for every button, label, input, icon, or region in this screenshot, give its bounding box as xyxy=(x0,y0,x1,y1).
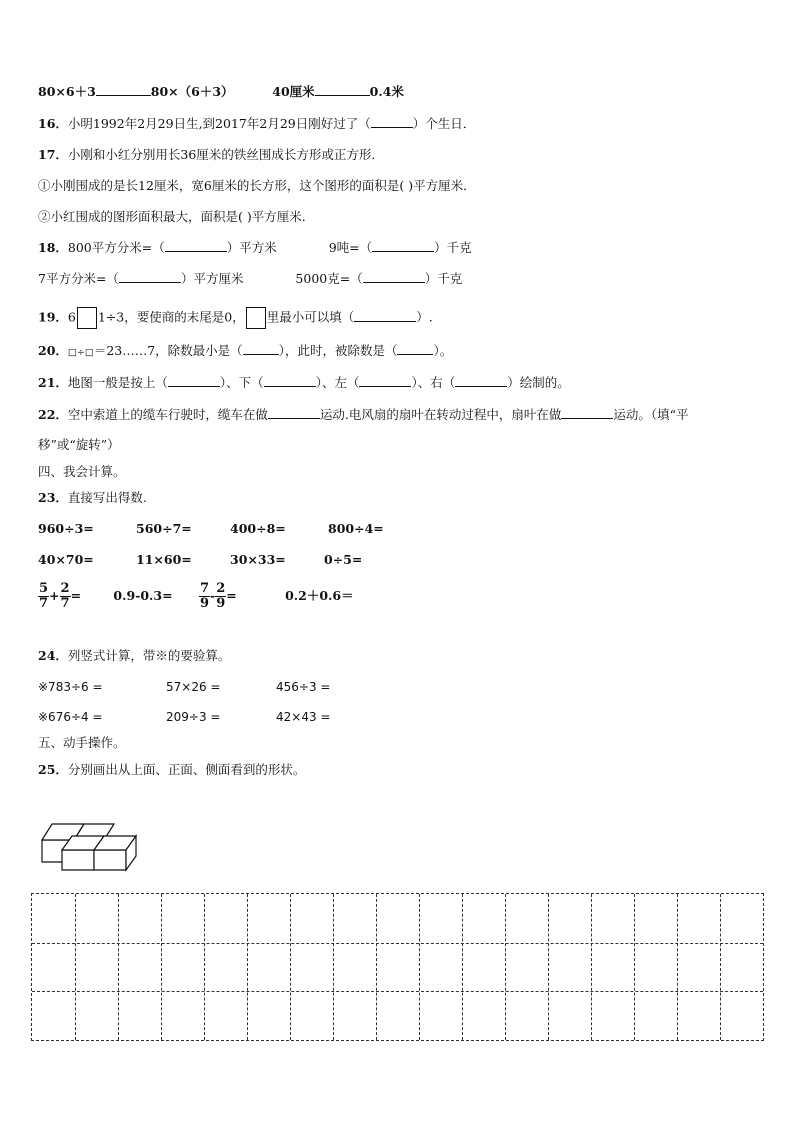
compare-line xyxy=(38,84,404,100)
grid-line-vertical xyxy=(290,894,291,1040)
grid-line-vertical xyxy=(462,894,463,1040)
question-20: 20．□÷□＝23……7，除数最小是（ ），此时，被除数是（ ）。 xyxy=(38,343,453,358)
answer-blank[interactable] xyxy=(372,240,434,252)
question-18-row-2: 7平方分米=（ ）平方厘米 5000克=（ ）千克 xyxy=(38,271,463,286)
question-17-part-1: ①小刚围成的是长12厘米，宽6厘米的长方形，这个图形的面积是( )平方厘米． xyxy=(38,178,476,193)
drawing-grid[interactable] xyxy=(31,893,764,1041)
grid-line-vertical xyxy=(548,894,549,1040)
question-19: 19．6 1÷3，要使商的末尾是0， 里最小可以填（ ）. xyxy=(38,307,433,329)
grid-line-horizontal xyxy=(32,943,763,944)
answer-blank[interactable] xyxy=(264,375,316,387)
question-25: 25．分别画出从上面、正面、侧面看到的形状。 xyxy=(38,762,306,777)
question-24: 24．列竖式计算，带※的要验算。 xyxy=(38,648,231,663)
question-18-row-1: 18．800平方分米=（ ）平方米 9吨=（ ）千克 xyxy=(38,240,472,255)
expr-d: 0.4米 xyxy=(369,84,404,99)
expr-c: 40厘米 xyxy=(272,84,315,99)
blank[interactable] xyxy=(315,84,370,96)
grid-line-vertical xyxy=(75,894,76,1040)
answer-blank[interactable] xyxy=(455,375,507,387)
grid-line-vertical xyxy=(720,894,721,1040)
answer-blank[interactable] xyxy=(119,271,181,283)
cube-face xyxy=(94,850,126,870)
grid-line-vertical xyxy=(204,894,205,1040)
question-17: 17．小刚和小红分别用长36厘米的铁丝围成长方形或正方形． xyxy=(38,147,384,162)
blank[interactable] xyxy=(96,84,151,96)
grid-line-vertical xyxy=(677,894,678,1040)
grid-line-vertical xyxy=(591,894,592,1040)
answer-blank[interactable] xyxy=(397,343,433,355)
answer-blank[interactable] xyxy=(363,271,425,283)
fraction: $\frac{2}{7}$ xyxy=(60,581,70,611)
answer-blank[interactable] xyxy=(359,375,411,387)
answer-blank[interactable] xyxy=(371,116,413,128)
question-17-part-2: ②小红围成的图形面积最大，面积是( )平方厘米． xyxy=(38,209,315,224)
answer-blank[interactable] xyxy=(354,310,416,322)
expr-a: 80×6＋3 xyxy=(38,84,96,99)
section-4-heading: 四、我会计算。 xyxy=(38,464,126,479)
grid-line-vertical xyxy=(161,894,162,1040)
answer-blank[interactable] xyxy=(243,343,279,355)
question-21: 21．地图一般是按上（ ）、下（ ）、左（ ）、右（ ）绘制的。 xyxy=(38,375,570,390)
grid-line-vertical xyxy=(118,894,119,1040)
section-5-heading: 五、动手操作。 xyxy=(38,735,126,750)
fraction: $\frac{7}{9}$ xyxy=(199,581,209,611)
grid-line-vertical xyxy=(419,894,420,1040)
grid-line-vertical xyxy=(247,894,248,1040)
question-16: 16．小明1992年2月29日生,到2017年2月29日刚好过了（ ）个生日． xyxy=(38,116,476,131)
answer-blank[interactable] xyxy=(561,407,613,419)
digit-box[interactable] xyxy=(246,307,266,329)
fraction: $\frac{2}{9}$ xyxy=(216,581,226,611)
grid-line-vertical xyxy=(634,894,635,1040)
grid-line-horizontal xyxy=(32,991,763,992)
q24-row-2: ※676÷4 = 209÷3 = 42×43 = xyxy=(38,710,331,724)
q23-row-1: 960÷3= 560÷7= 400÷8= 800÷4= xyxy=(38,521,384,536)
q23-row-3: $\frac{5}{7}$ + $\frac{2}{7}$ = 0.9-0.3= $\frac{7}{9}$ - $\frac{2}{9}$ = 0.2＋0.6＝ xyxy=(39,581,354,611)
grid-line-vertical xyxy=(505,894,506,1040)
grid-line-vertical xyxy=(333,894,334,1040)
q23-row-2: 40×70= 11×60= 30×33= 0÷5= xyxy=(38,552,363,567)
cube-face xyxy=(62,850,94,870)
answer-blank[interactable] xyxy=(268,407,320,419)
fraction: $\frac{5}{7}$ xyxy=(39,581,49,611)
question-23: 23．直接写出得数. xyxy=(38,490,147,505)
question-22: 22．空中索道上的缆车行驶时，缆车在做 运动.电风扇的扇叶在转动过程中，扇叶在做 运动。（填“平 xyxy=(38,407,689,422)
answer-blank[interactable] xyxy=(165,240,227,252)
grid-line-vertical xyxy=(376,894,377,1040)
q24-row-1: ※783÷6 = 57×26 = 456÷3 = xyxy=(38,680,331,694)
answer-blank[interactable] xyxy=(168,375,220,387)
digit-box[interactable] xyxy=(77,307,97,329)
expr-b: 80×（6＋3） xyxy=(150,84,234,99)
question-22-cont: 移”或“旋转”） xyxy=(38,437,120,452)
cube-figure xyxy=(40,820,150,874)
